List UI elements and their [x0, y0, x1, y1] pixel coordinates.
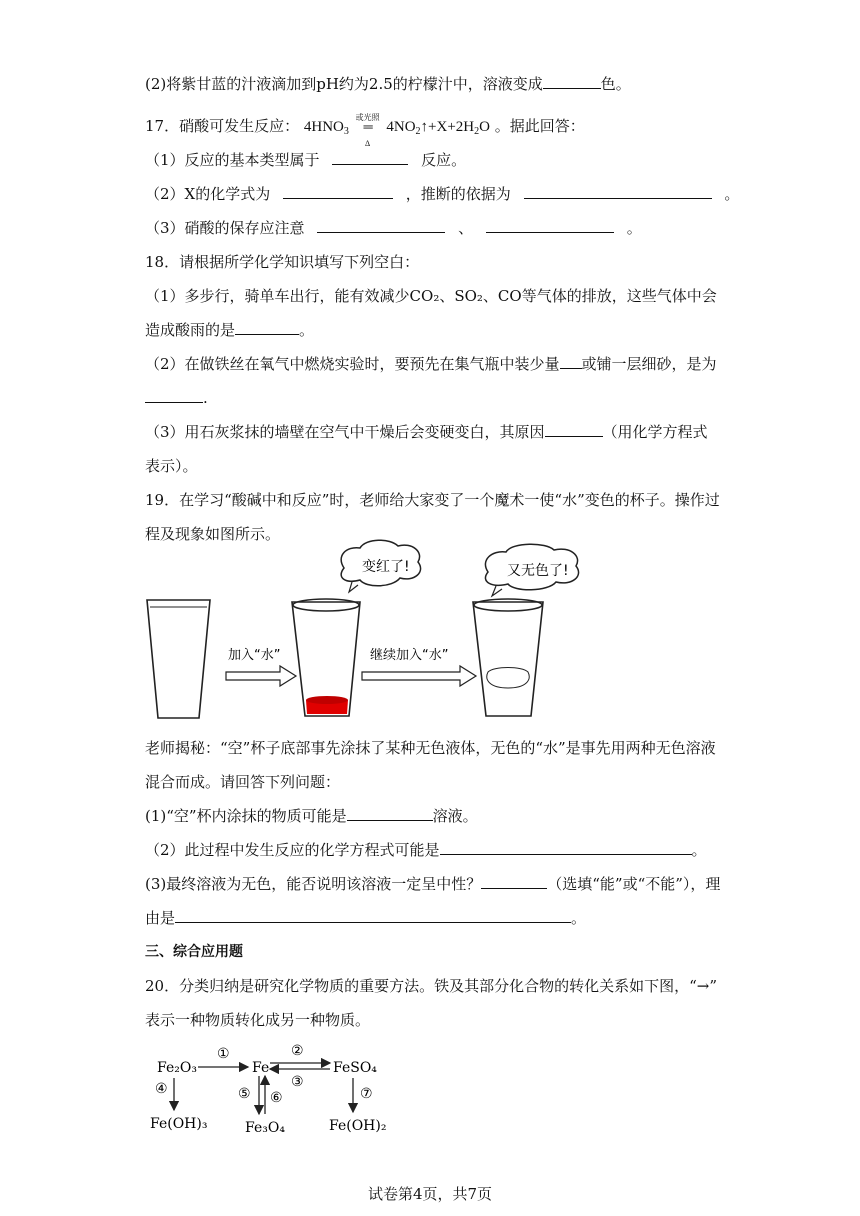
node-fe: Fe	[252, 1060, 270, 1076]
q20-line1: 20．分类归纳是研究化学物质的重要方法。铁及其部分化合物的转化关系如下图，“→”	[145, 977, 717, 995]
node-fe3o4: Fe₃O₄	[245, 1120, 285, 1136]
q17-part3-text: （3）硝酸的保存应注意	[145, 219, 305, 237]
q18-part1-text: 造成酸雨的是	[145, 321, 236, 339]
q16-part2-text: (2)将紫甘蓝的汁液滴加到pH约为2.5的柠檬汁中，溶液变成	[145, 75, 543, 93]
arrow-continue-label: 继续加入“水”	[370, 648, 449, 663]
q19-part2-tail: 。	[691, 841, 707, 859]
q19-part3-reason-text: 由是	[145, 909, 176, 927]
q18-part3-text: （3）用石灰浆抹的墙壁在空气中干燥后会变硬变白，其原因	[145, 423, 545, 441]
edge-2-label: ②	[291, 1043, 304, 1059]
q17-part2-tail: 。	[724, 185, 740, 203]
q17-stem-start: 17．硝酸可发生反应：	[145, 117, 300, 135]
q17-part1-text: （1）反应的基本类型属于	[145, 151, 320, 169]
q20-line2: 表示一种物质转化成另一种物质。	[145, 1011, 371, 1029]
q18-part2-tail: 或铺一层细砂，是为	[581, 355, 717, 373]
q17-stem-end: 。据此回答：	[494, 117, 585, 135]
eq-right-c: O	[479, 119, 490, 135]
q19-part2-text: （2）此过程中发生反应的化学方程式可能是	[145, 841, 440, 859]
arrow-add-water-label: 加入“水”	[228, 648, 281, 663]
q17-part2-text: （2）X的化学式为	[145, 185, 271, 203]
node-feoh2: Fe(OH)₂	[329, 1118, 387, 1134]
edge-5-label: ⑤	[238, 1086, 251, 1102]
q18-part2-text: （2）在做铁丝在氧气中燃烧实验时，要预先在集气瓶中装少量	[145, 355, 560, 373]
q19-part3-reason-tail: 。	[571, 909, 587, 927]
section-three-heading: 三、综合应用题	[145, 944, 243, 960]
eq-left-sub: 3	[343, 126, 349, 137]
edge-1-label: ①	[217, 1046, 230, 1062]
eq-right-b-sub: 2	[474, 126, 480, 137]
q18-part2-end: .	[203, 389, 208, 407]
q19-reveal-line2: 混合而成。请回答下列问题：	[145, 773, 341, 791]
q18-stem: 18．请根据所学化学知识填写下列空白：	[145, 253, 420, 271]
q17-part2-mid: ，推断的依据为	[405, 185, 511, 203]
q19-part3-tail: （选填“能”或“不能”），理	[547, 875, 721, 893]
eq-right-a: 4NO	[386, 119, 416, 135]
q19-reveal-line1: 老师揭秘：“空”杯子底部事先涂抹了某种无色液体，无色的“水”是事先用两种无色溶液	[145, 739, 716, 757]
q18-part1-line1: （1）多步行，骑单车出行，能有效减少CO₂、SO₂、CO等气体的排放，这些气体中会	[145, 287, 717, 305]
q19-part1-text: (1)“空”杯内涂抹的物质可能是	[145, 807, 347, 825]
q19-stem-line1: 19．在学习“酸碱中和反应”时，老师给大家变了一个魔术一使“水”变色的杯子。操作过	[145, 491, 720, 509]
node-feso4: FeSO₄	[333, 1060, 377, 1076]
edge-4-label: ④	[155, 1081, 168, 1097]
node-fe2o3: Fe₂O₃	[157, 1060, 197, 1076]
q16-part2-tail: 色。	[600, 75, 631, 93]
q17-part3-tail: 。	[626, 219, 642, 237]
bubble-colorless-text: 又无色了!	[507, 563, 569, 579]
q18-part3-tail: （用化学方程式	[602, 423, 708, 441]
page-footer: 试卷第4页，共7页	[367, 1185, 493, 1203]
q19-part1-tail: 溶液。	[432, 807, 478, 825]
eq-condition-bottom: Δ	[365, 139, 371, 148]
eq-right-a-sub: 2	[415, 126, 421, 137]
eq-left: 4HNO	[303, 119, 344, 135]
bubble-red-text: 变红了!	[362, 559, 410, 575]
eq-right-b: ↑+X+2H	[420, 119, 475, 135]
q18-part1-tail: 。	[299, 321, 315, 339]
q19-stem-line2: 程及现象如图所示。	[145, 525, 281, 543]
eq-condition-top: 或光照	[355, 113, 380, 122]
edge-6-label: ⑥	[270, 1090, 283, 1106]
eq-equals-sign: ═	[363, 119, 372, 134]
q19-part3-text: (3)最终溶液为无色，能否说明该溶液一定呈中性？	[145, 875, 482, 893]
q17-part1-tail: 反应。	[421, 151, 467, 169]
node-feoh3: Fe(OH)₃	[150, 1116, 208, 1132]
edge-7-label: ⑦	[360, 1086, 373, 1102]
q18-part3-line2: 表示）。	[145, 457, 198, 475]
edge-3-label: ③	[291, 1074, 304, 1090]
q17-part3-mid: 、	[458, 219, 474, 237]
